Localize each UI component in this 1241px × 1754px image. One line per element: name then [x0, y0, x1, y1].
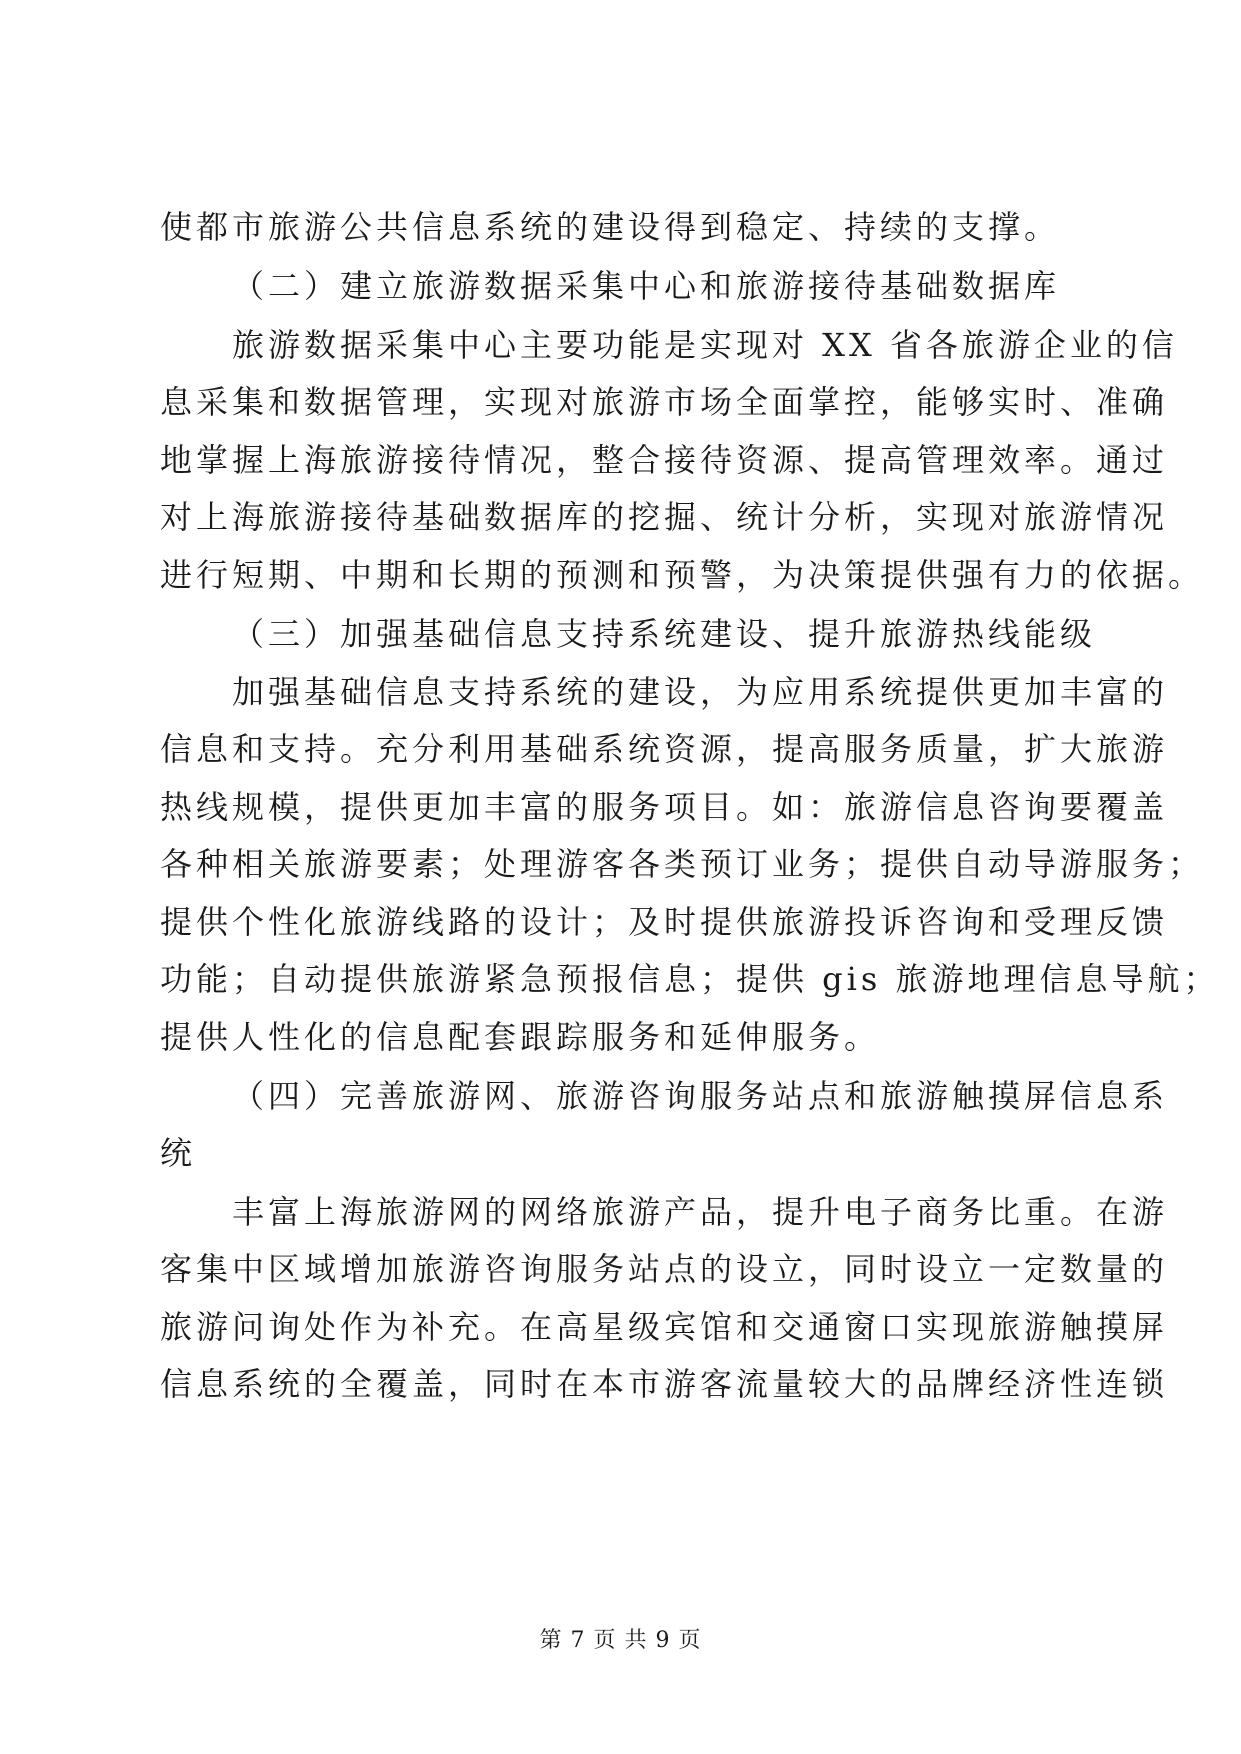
body-line: 提供人性化的信息配套跟踪服务和延伸服务。 [160, 1018, 881, 1056]
body-line: 息采集和数据管理，实现对旅游市场全面掌控，能够实时、准确 [160, 383, 1169, 421]
section-heading: （二）建立旅游数据采集中心和旅游接待基础数据库 [232, 267, 1061, 305]
body-line: 进行短期、中期和长期的预测和预警，为决策提供强有力的依据。 [160, 556, 1205, 594]
body-line: 对上海旅游接待基础数据库的挖掘、统计分析，实现对旅游情况 [160, 498, 1169, 536]
body-line: 旅游数据采集中心主要功能是实现对 XX 省各旅游企业的信 [232, 326, 1178, 364]
body-line: 客集中区域增加旅游咨询服务站点的设立，同时设立一定数量的 [160, 1250, 1169, 1288]
body-line: 提供个性化旅游线路的设计；及时提供旅游投诉咨询和受理反馈 [160, 903, 1169, 941]
body-line: 丰富上海旅游网的网络旅游产品，提升电子商务比重。在游 [232, 1193, 1169, 1231]
body-line: 各种相关旅游要素；处理游客各类预订业务；提供自动导游服务； [160, 845, 1205, 883]
body-line: 信息和支持。充分利用基础系统资源，提高服务质量，扩大旅游 [160, 730, 1169, 768]
page-number-footer: 第 7 页 共 9 页 [539, 1628, 702, 1653]
body-line: 信息系统的全覆盖，同时在本市游客流量较大的品牌经济性连锁 [160, 1365, 1169, 1403]
section-heading: （四）完善旅游网、旅游咨询服务站点和旅游触摸屏信息系 [232, 1077, 1169, 1115]
section-heading: （三）加强基础信息支持系统建设、提升旅游热线能级 [232, 615, 1097, 653]
body-line: 地掌握上海旅游接待情况，整合接待资源、提高管理效率。通过 [160, 441, 1169, 479]
section-heading-continued: 统 [160, 1134, 197, 1172]
body-line: 功能；自动提供旅游紧急预报信息；提供 gis 旅游地理信息导航； [160, 960, 1220, 998]
body-line: 加强基础信息支持系统的建设，为应用系统提供更加丰富的 [232, 673, 1169, 711]
body-line: 旅游问询处作为补充。在高星级宾馆和交通窗口实现旅游触摸屏 [160, 1308, 1169, 1346]
body-line: 热线规模，提供更加丰富的服务项目。如：旅游信息咨询要覆盖 [160, 788, 1169, 826]
body-line: 使都市旅游公共信息系统的建设得到稳定、持续的支撑。 [160, 208, 1061, 246]
